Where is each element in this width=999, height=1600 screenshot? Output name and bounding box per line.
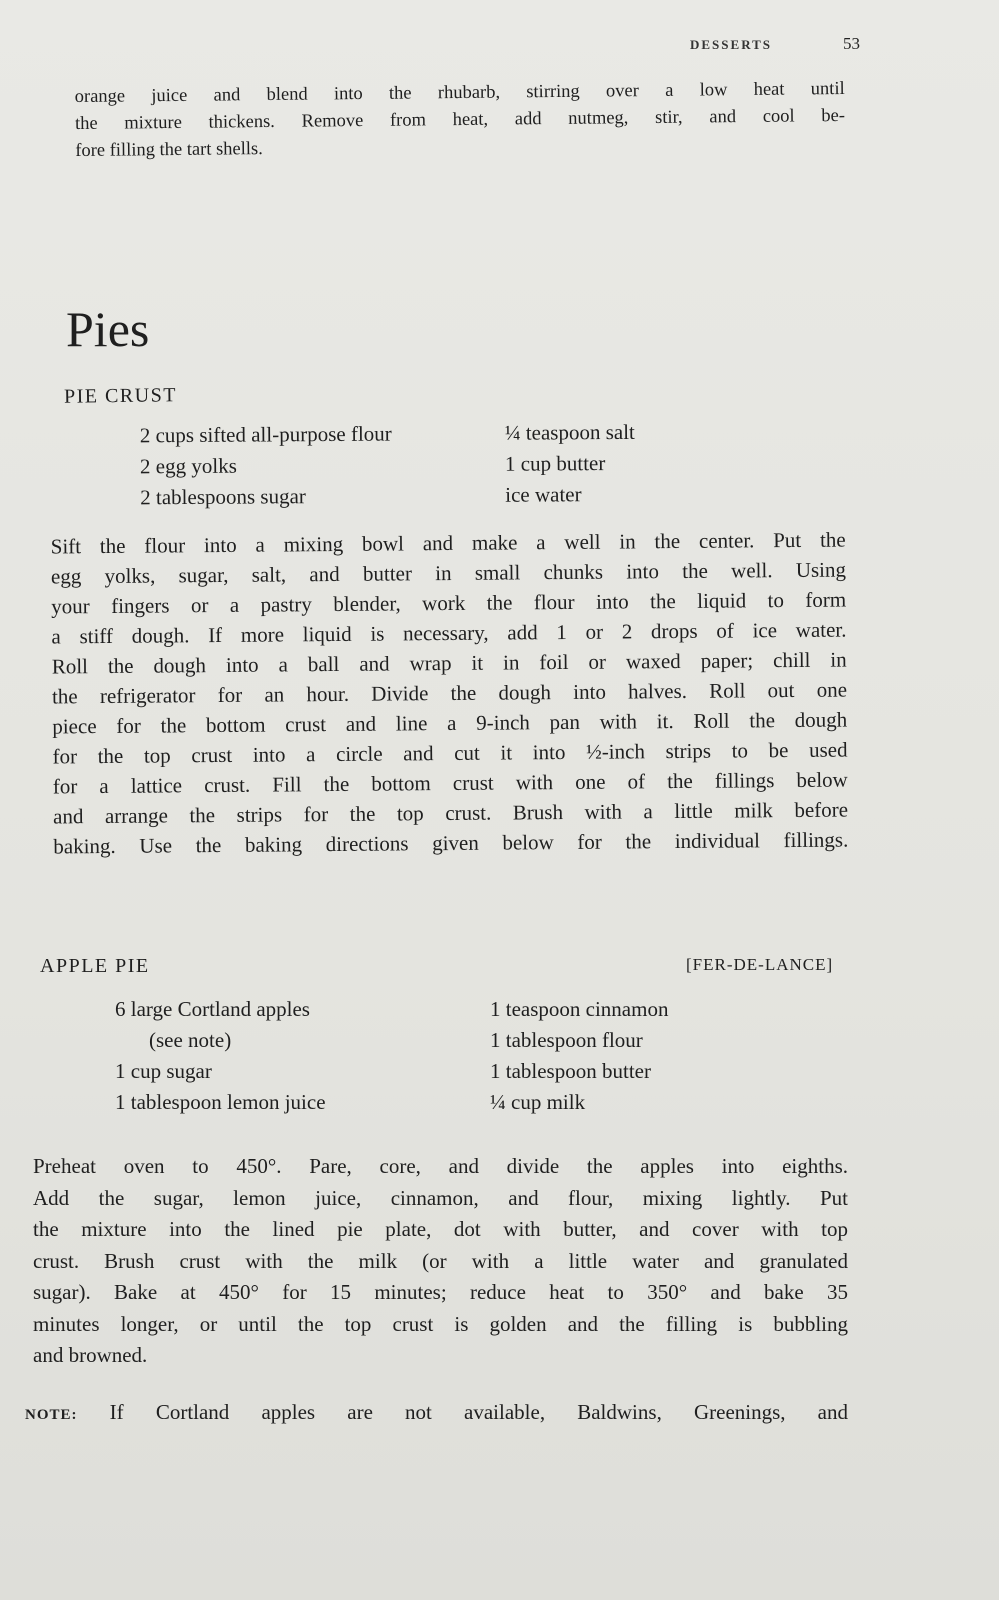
text-line: Preheat oven to 450°. Pare, core, and divide the apples into eighths.: [33, 1154, 848, 1178]
ingredients-right-column: [490, 994, 790, 1118]
section-name: DESSERTS: [690, 37, 773, 52]
text-line: minutes longer, or until the top crust is golden and the filling is bubbling: [33, 1311, 848, 1336]
text-line: sugar). Bake at 450° for 15 minutes; reduce heat to 350° and bake 35: [33, 1280, 848, 1304]
text-line: for the top crust into a circle and cut it into ½-inch strips to be used: [52, 737, 848, 769]
apple-pie-attribution: [FER-DE-LANCE]: [686, 955, 834, 974]
text-line: piece for the bottom crust and line a 9-inch pan with it. Roll the dough: [52, 707, 848, 739]
text-line: Add the sugar, lemon juice, cinnamon, and flour, mixing lightly. Put: [33, 1185, 848, 1210]
text-line: the refrigerator for an hour. Divide the dough into halves. Roll out one: [51, 677, 848, 709]
ingredient: ¼ cup milk: [490, 1090, 586, 1114]
ingredient: 6 large Cortland apples: [115, 997, 310, 1021]
page-number: 53: [843, 34, 860, 53]
ingredient: 2 egg yolks: [139, 453, 237, 479]
text-line: egg yolks, sugar, salt, and butter in small chunks into the well. Using: [50, 557, 847, 589]
ingredients-left-column: [140, 418, 506, 514]
text-line: orange juice and blend into the rhubarb, stirring over a low heat until: [74, 78, 845, 108]
ingredient: 2 cups sifted all-purpose flour: [139, 421, 392, 448]
note-label: NOTE:: [25, 1407, 78, 1423]
text-line: a stiff dough. If more liquid is necessary, add 1 or 2 drops of ice water.: [51, 617, 847, 649]
text-line: the mixture into the lined pie plate, dot with butter, and cover with top: [33, 1217, 848, 1241]
text-line: baking. Use the baking directions given below for the individual fillings.: [53, 827, 849, 859]
pie-crust-ingredients: [140, 416, 806, 514]
ingredient: 1 cup sugar: [115, 1059, 212, 1083]
pie-crust-directions: [51, 525, 849, 862]
ingredient: 1 tablespoon butter: [490, 1059, 651, 1083]
ingredient: ice water: [505, 482, 582, 507]
text-line: for a lattice crust. Fill the bottom crust with one of the fillings below: [52, 767, 848, 799]
note-line: [25, 1397, 848, 1430]
text-line: and browned.: [33, 1343, 148, 1367]
text-line: Sift the flour into a mixing bowl and make a well in the center. Put the: [50, 527, 846, 559]
text-line: crust. Brush crust with the milk (or with a little water and granulated: [33, 1248, 848, 1273]
ingredient: 2 tablespoons sugar: [140, 484, 306, 510]
ingredient: 1 teaspoon cinnamon: [490, 997, 669, 1021]
ingredient: 1 cup butter: [504, 451, 606, 476]
ingredients-right-column: [505, 416, 806, 511]
apple-pie-note: [25, 1397, 848, 1430]
text-line: fore filling the tart shells.: [75, 139, 263, 162]
text-line: your fingers or a pastry blender, work the flour into the liquid to form: [51, 587, 847, 619]
ingredients-left-column: [115, 994, 490, 1118]
intro-paragraph: [75, 76, 846, 165]
ingredient: ¼ teaspoon salt: [504, 419, 635, 445]
note-text: If Cortland apples are not available, Baldwins, Greenings, and: [109, 1400, 848, 1424]
apple-pie-title: APPLE PIE: [40, 955, 150, 977]
text-line: Roll the dough into a ball and wrap it in foil or waxed paper; chill in: [51, 647, 847, 679]
section-title: Pies: [66, 301, 150, 357]
text-line: the mixture thickens. Remove from heat, add nutmeg, stir, and cool be-: [74, 105, 846, 135]
ingredient: (see note): [149, 1028, 232, 1052]
running-head: [690, 34, 860, 54]
ingredient: 1 tablespoon lemon juice: [115, 1090, 326, 1114]
ingredient: 1 tablespoon flour: [490, 1028, 643, 1052]
pie-crust-title: PIE CRUST: [63, 384, 178, 408]
text-line: and arrange the strips for the top crust. Brush with a little milk before: [52, 797, 849, 829]
apple-pie-directions: [33, 1151, 848, 1372]
apple-pie-ingredients: [115, 994, 790, 1118]
